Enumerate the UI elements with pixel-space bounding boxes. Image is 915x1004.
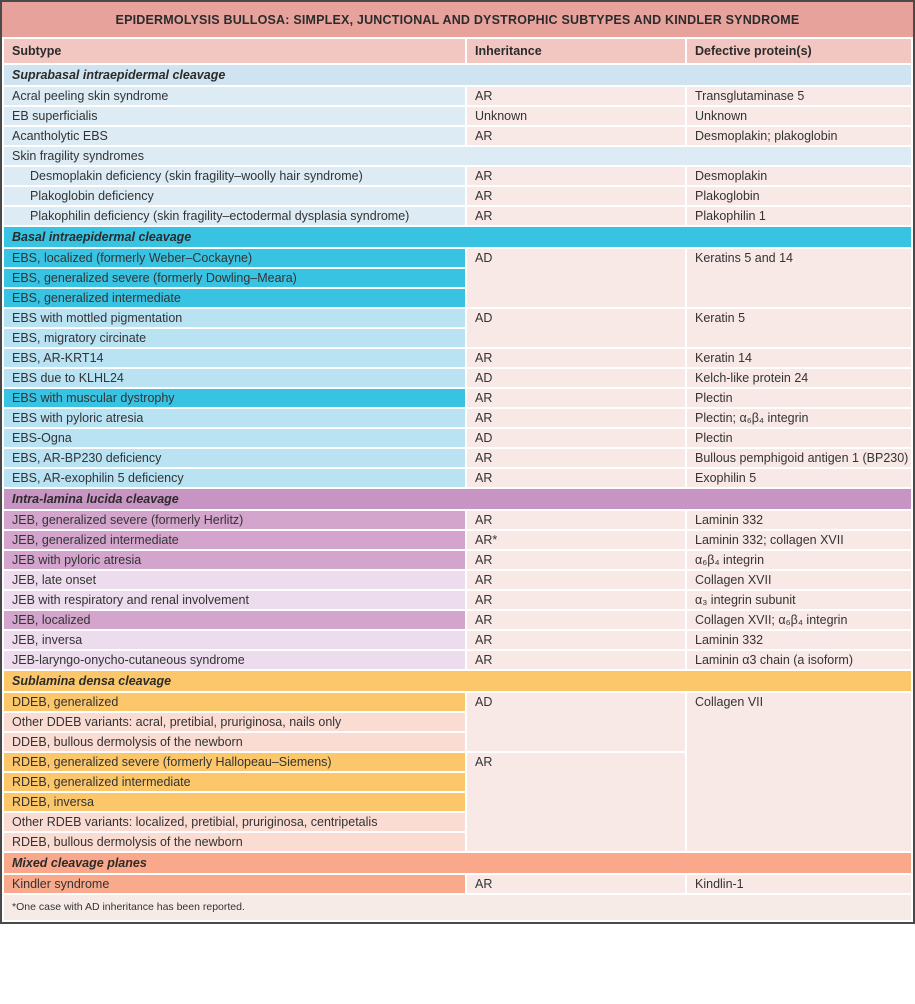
subtype-cell: JEB-laryngo-onycho-cutaneous syndrome [4,651,465,669]
table-row [4,349,911,367]
subtype-cell: Desmoplakin deficiency (skin fragility–woolly hair syndrome) [4,167,465,185]
subtype-cell: EBS, AR-KRT14 [4,349,465,367]
protein-cell: Collagen VII [687,693,911,851]
protein-cell: Keratin 14 [687,349,911,367]
inheritance-cell: AR [467,409,685,427]
protein-cell: Exophilin 5 [687,469,911,487]
column-header-protein: Defective protein(s) [687,39,911,63]
table-row [4,429,911,447]
table-row [4,511,911,529]
inheritance-cell: AR [467,651,685,669]
protein-cell: Keratins 5 and 14 [687,249,911,307]
subtype-cell: Other RDEB variants: localized, pretibial, pruriginosa, centripetalis [4,813,465,831]
subtype-cell: JEB with respiratory and renal involvement [4,591,465,609]
section-header: Sublamina densa cleavage [4,671,911,691]
subtype-cell: EBS with pyloric atresia [4,409,465,427]
inheritance-cell: AD [467,309,685,347]
protein-cell: Desmoplakin; plakoglobin [687,127,911,145]
table-body [4,65,911,893]
subtype-cell: JEB with pyloric atresia [4,551,465,569]
subtype-cell: JEB, generalized intermediate [4,531,465,549]
table-title: EPIDERMOLYSIS BULLOSA: SIMPLEX, JUNCTIONAL AND DYSTROPHIC SUBTYPES AND KINDLER SYNDROME [2,2,913,37]
table-row [4,875,911,893]
section-header-row [4,671,911,691]
protein-cell: Plakoglobin [687,187,911,205]
inheritance-cell: AR [467,611,685,629]
table-row [4,369,911,387]
subtype-cell: JEB, generalized severe (formerly Herlitz) [4,511,465,529]
subtype-cell: EBS-Ogna [4,429,465,447]
table-row [4,631,911,649]
protein-cell: Laminin 332 [687,631,911,649]
subtype-cell: EBS, localized (formerly Weber–Cockayne) [4,249,465,267]
subtype-cell: EBS, AR-exophilin 5 deficiency [4,469,465,487]
inheritance-cell: AR [467,753,685,851]
section-header-row [4,853,911,873]
protein-cell: Keratin 5 [687,309,911,347]
protein-cell: Desmoplakin [687,167,911,185]
inheritance-cell: AD [467,369,685,387]
subtype-cell: Other DDEB variants: acral, pretibial, pruriginosa, nails only [4,713,465,731]
inheritance-cell: AR [467,389,685,407]
subtype-cell: EBS due to KLHL24 [4,369,465,387]
inheritance-cell: AD [467,693,685,751]
table-row [4,551,911,569]
section-header: Mixed cleavage planes [4,853,911,873]
inheritance-cell: AR [467,127,685,145]
table-row [4,107,911,125]
subtype-cell: JEB, late onset [4,571,465,589]
section-header-row [4,65,911,85]
inheritance-cell: AR [467,551,685,569]
subtype-cell: EBS, generalized severe (formerly Dowling–Meara) [4,269,465,287]
subtypes-table [2,37,913,922]
subtype-cell: DDEB, bullous dermolysis of the newborn [4,733,465,751]
table-row [4,167,911,185]
protein-cell: Plectin; α₆β₄ integrin [687,409,911,427]
subtype-cell: Acral peeling skin syndrome [4,87,465,105]
subtype-cell: EBS with mottled pigmentation [4,309,465,327]
table-row [4,469,911,487]
protein-cell: Bullous pemphigoid antigen 1 (BP230) [687,449,911,467]
inheritance-cell: AR [467,469,685,487]
inheritance-cell: Unknown [467,107,685,125]
protein-cell: Laminin α3 chain (a isoform) [687,651,911,669]
table-row [4,147,911,165]
protein-cell: Plectin [687,429,911,447]
table-row [4,87,911,105]
table-row [4,409,911,427]
subtype-cell: Skin fragility syndromes [4,147,911,165]
protein-cell: Plakophilin 1 [687,207,911,225]
section-header-row [4,227,911,247]
subtype-cell: DDEB, generalized [4,693,465,711]
section-header: Suprabasal intraepidermal cleavage [4,65,911,85]
subtype-cell: EBS, migratory circinate [4,329,465,347]
inheritance-cell: AR* [467,531,685,549]
inheritance-cell: AD [467,249,685,307]
inheritance-cell: AR [467,449,685,467]
inheritance-cell: AR [467,511,685,529]
inheritance-cell: AR [467,631,685,649]
table-row [4,651,911,669]
section-header: Basal intraepidermal cleavage [4,227,911,247]
subtype-cell: RDEB, generalized intermediate [4,773,465,791]
table-row [4,591,911,609]
table-row [4,249,911,267]
subtype-cell: Plakoglobin deficiency [4,187,465,205]
protein-cell: Collagen XVII; α₆β₄ integrin [687,611,911,629]
inheritance-cell: AR [467,187,685,205]
inheritance-cell: AR [467,571,685,589]
table-row [4,127,911,145]
protein-cell: α₆β₄ integrin [687,551,911,569]
subtype-cell: RDEB, inversa [4,793,465,811]
column-header-inheritance: Inheritance [467,39,685,63]
protein-cell: Plectin [687,389,911,407]
inheritance-cell: AR [467,875,685,893]
section-header: Intra-lamina lucida cleavage [4,489,911,509]
table-row [4,309,911,327]
subtype-cell: RDEB, generalized severe (formerly Hallopeau–Siemens) [4,753,465,771]
subtype-cell: RDEB, bullous dermolysis of the newborn [4,833,465,851]
inheritance-cell: AR [467,207,685,225]
protein-cell: Laminin 332; collagen XVII [687,531,911,549]
subtype-cell: Acantholytic EBS [4,127,465,145]
table-row [4,449,911,467]
protein-cell: Kelch-like protein 24 [687,369,911,387]
column-header-subtype: Subtype [4,39,465,63]
table-row [4,389,911,407]
protein-cell: Collagen XVII [687,571,911,589]
subtype-cell: JEB, localized [4,611,465,629]
footnote-row [4,895,911,920]
subtype-cell: JEB, inversa [4,631,465,649]
protein-cell: Kindlin-1 [687,875,911,893]
subtype-cell: Plakophilin deficiency (skin fragility–ectodermal dysplasia syndrome) [4,207,465,225]
table-row [4,571,911,589]
subtype-cell: EBS with muscular dystrophy [4,389,465,407]
inheritance-cell: AR [467,87,685,105]
subtype-cell: EBS, AR-BP230 deficiency [4,449,465,467]
protein-cell: Transglutaminase 5 [687,87,911,105]
table-row [4,611,911,629]
inheritance-cell: AD [467,429,685,447]
inheritance-cell: AR [467,167,685,185]
protein-cell: α₃ integrin subunit [687,591,911,609]
subtype-cell: EB superficialis [4,107,465,125]
table-row [4,531,911,549]
section-header-row [4,489,911,509]
inheritance-cell: AR [467,591,685,609]
subtype-cell: EBS, generalized intermediate [4,289,465,307]
protein-cell: Laminin 332 [687,511,911,529]
inheritance-cell: AR [467,349,685,367]
table-row [4,187,911,205]
footnote: *One case with AD inheritance has been reported. [4,895,911,920]
column-header-row [4,39,911,63]
subtype-cell: Kindler syndrome [4,875,465,893]
table-row [4,693,911,711]
table-row [4,207,911,225]
protein-cell: Unknown [687,107,911,125]
